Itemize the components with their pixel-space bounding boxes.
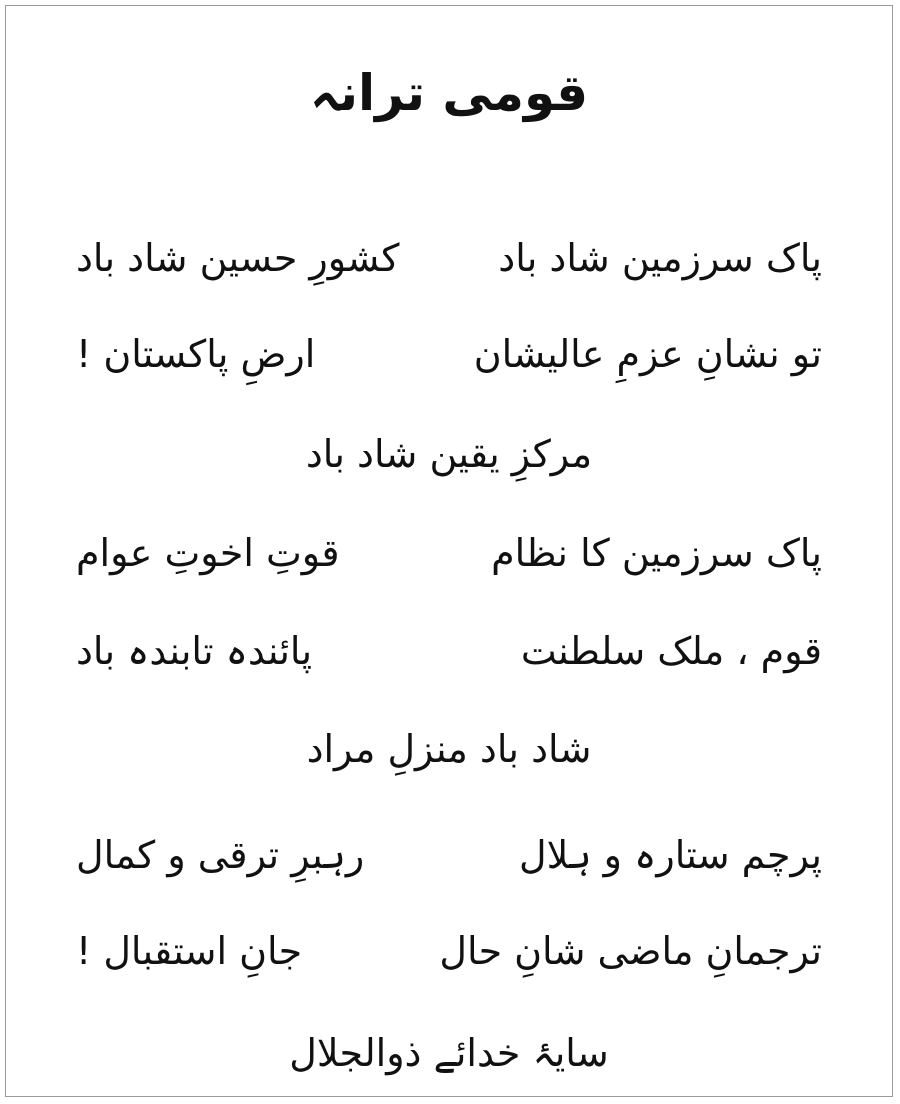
refrain-line: مرکزِ یقین شاد باد xyxy=(305,432,593,476)
verse-half-left: ارضِ پاکستان ! xyxy=(76,332,316,376)
verse-half-right: قوم ، ملک سلطنت xyxy=(520,629,822,673)
verse-half-left: پائندہ تابندہ باد xyxy=(76,629,313,673)
verse-half-right: ترجمانِ ماضی شانِ حال xyxy=(439,929,822,973)
verse-half-left: کشورِ حسین شاد باد xyxy=(76,236,400,280)
verse-line xyxy=(76,916,822,986)
verse-line xyxy=(76,518,822,588)
verse-line xyxy=(76,223,822,293)
anthem-document xyxy=(6,6,892,1096)
verse-line xyxy=(76,319,822,389)
verse-half-left: جانِ استقبال ! xyxy=(76,929,303,973)
verse-half-right: تو نشانِ عزمِ عالیشان xyxy=(473,332,822,376)
refrain-line: شاد باد منزلِ مراد xyxy=(306,727,592,771)
verse-half-right: پاک سرزمین کا نظام xyxy=(491,531,822,575)
verse-half-right: پاک سرزمین شاد باد xyxy=(498,236,822,280)
verse-line xyxy=(76,820,822,890)
verse-half-right: پرچم ستارہ و ہلال xyxy=(519,833,822,877)
page-title: قومی ترانہ xyxy=(309,64,589,122)
verse-half-left: قوتِ اخوتِ عوام xyxy=(76,531,340,575)
page-frame xyxy=(5,5,893,1097)
verse-half-left: رہبرِ ترقی و کمال xyxy=(76,833,365,877)
refrain-line: سایۂ خدائے ذوالجلال xyxy=(289,1031,609,1075)
verse-line xyxy=(76,616,822,686)
